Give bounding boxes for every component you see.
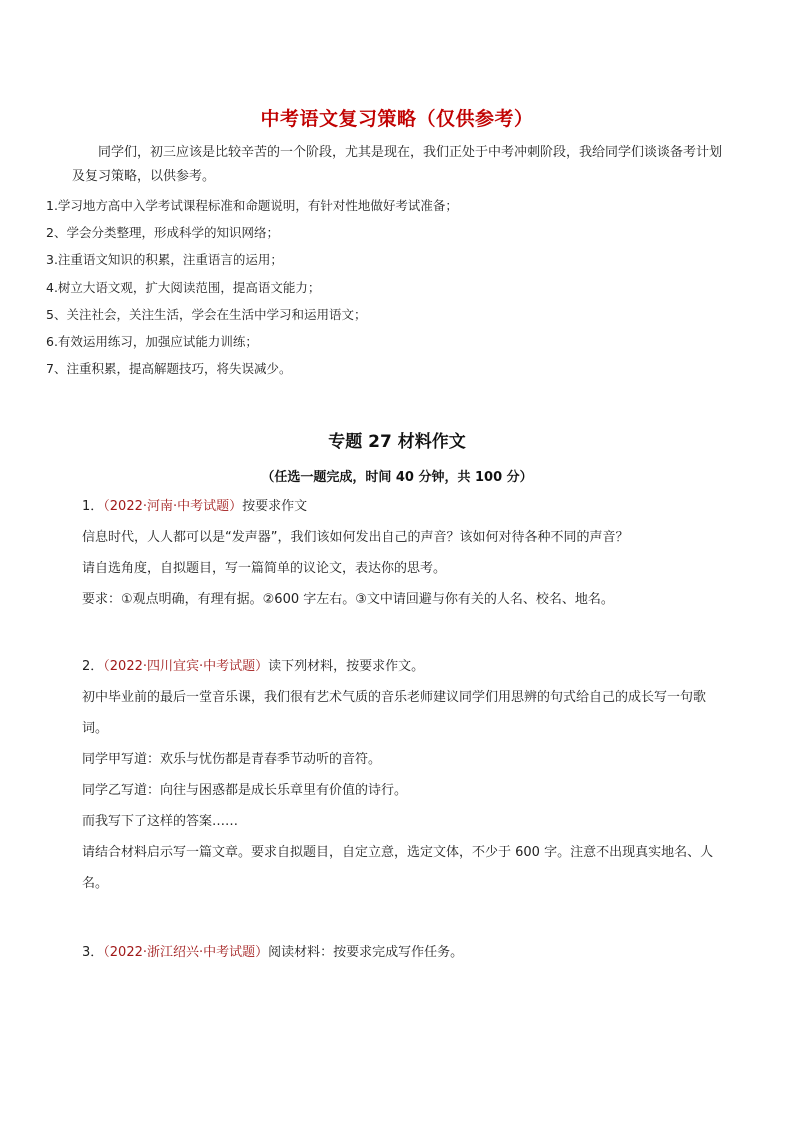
question-text: 同学乙写道：向往与困惑都是成长乐章里有价值的诗行。 — [82, 783, 408, 798]
question-number: 2． — [82, 659, 104, 674]
strategy-title: 中考语文复习策略（仅供参考） — [260, 108, 534, 130]
question-instruction: 按要求作文 — [242, 499, 308, 514]
question-instruction: 读下列材料，按要求作文。 — [268, 659, 425, 674]
question-text: 要求：①观点明确，有理有据。②600 字左右。③文中请回避与你有关的人名、校名、地名。 — [82, 592, 614, 607]
list-item: 5、关注社会，关注生活，学会在生活中学习和运用语文； — [46, 306, 367, 322]
strategy-list — [46, 196, 736, 386]
question-number: 1． — [82, 499, 104, 514]
question-1 — [82, 491, 730, 615]
question-text: 请结合材料启示写一篇文章。要求自拟题目，自定立意，选定文体，不少于 600 字。注意不出现真实地名、人名。 — [82, 845, 714, 891]
question-heading — [82, 491, 730, 522]
question-text: 同学甲写道：欢乐与忧伤都是青春季节动听的音符。 — [82, 752, 382, 767]
list-item: 3.注重语文知识的积累，注重语言的运用； — [46, 252, 283, 268]
question-text: 初中毕业前的最后一堂音乐课，我们很有艺术气质的音乐老师建议同学们用思辨的句式给自己的成长写一句歌词。 — [82, 690, 707, 736]
question-instruction: 阅读材料：按要求完成写作任务。 — [268, 945, 464, 960]
list-item: 4.树立大语文观，扩大阅读范围，提高语文能力； — [46, 279, 321, 295]
strategy-intro: 同学们，初三应该是比较辛苦的一个阶段，尤其是现在，我们正处于中考冲刺阶段，我给同学们谈谈备考计划及复习策略，以供参考。 — [72, 145, 723, 184]
question-source: （2022·河南·中考试题） — [103, 499, 243, 514]
list-item: 7、注重积累，提高解题技巧，将失误减少。 — [46, 361, 292, 377]
question-text: 请自选角度，自拟题目，写一篇简单的议论文，表达你的思考。 — [82, 561, 447, 576]
list-item: 2、学会分类整理，形成科学的知识网络； — [46, 225, 279, 241]
question-number: 3． — [82, 945, 104, 960]
question-source: （2022·浙江绍兴·中考试题） — [103, 945, 269, 960]
question-source: （2022·四川宜宾·中考试题） — [103, 659, 269, 674]
question-heading — [82, 937, 730, 968]
question-text: 信息时代，人人都可以是“发声器”，我们该如何发出自己的声音？该如何对待各种不同的声音？ — [82, 530, 629, 545]
topic-title: 专题 27 材料作文 — [328, 432, 466, 452]
question-3 — [82, 937, 730, 968]
question-heading — [82, 651, 730, 682]
list-item: 1.学习地方高中入学考试课程标准和命题说明，有针对性地做好考试准备； — [46, 198, 458, 213]
question-text: 而我写下了这样的答案…… — [82, 814, 239, 829]
topic-subtitle: （任选一题完成，时间 40 分钟，共 100 分） — [261, 470, 533, 485]
question-2 — [82, 651, 730, 899]
list-item: 6.有效运用练习，加强应试能力训练； — [46, 333, 258, 349]
